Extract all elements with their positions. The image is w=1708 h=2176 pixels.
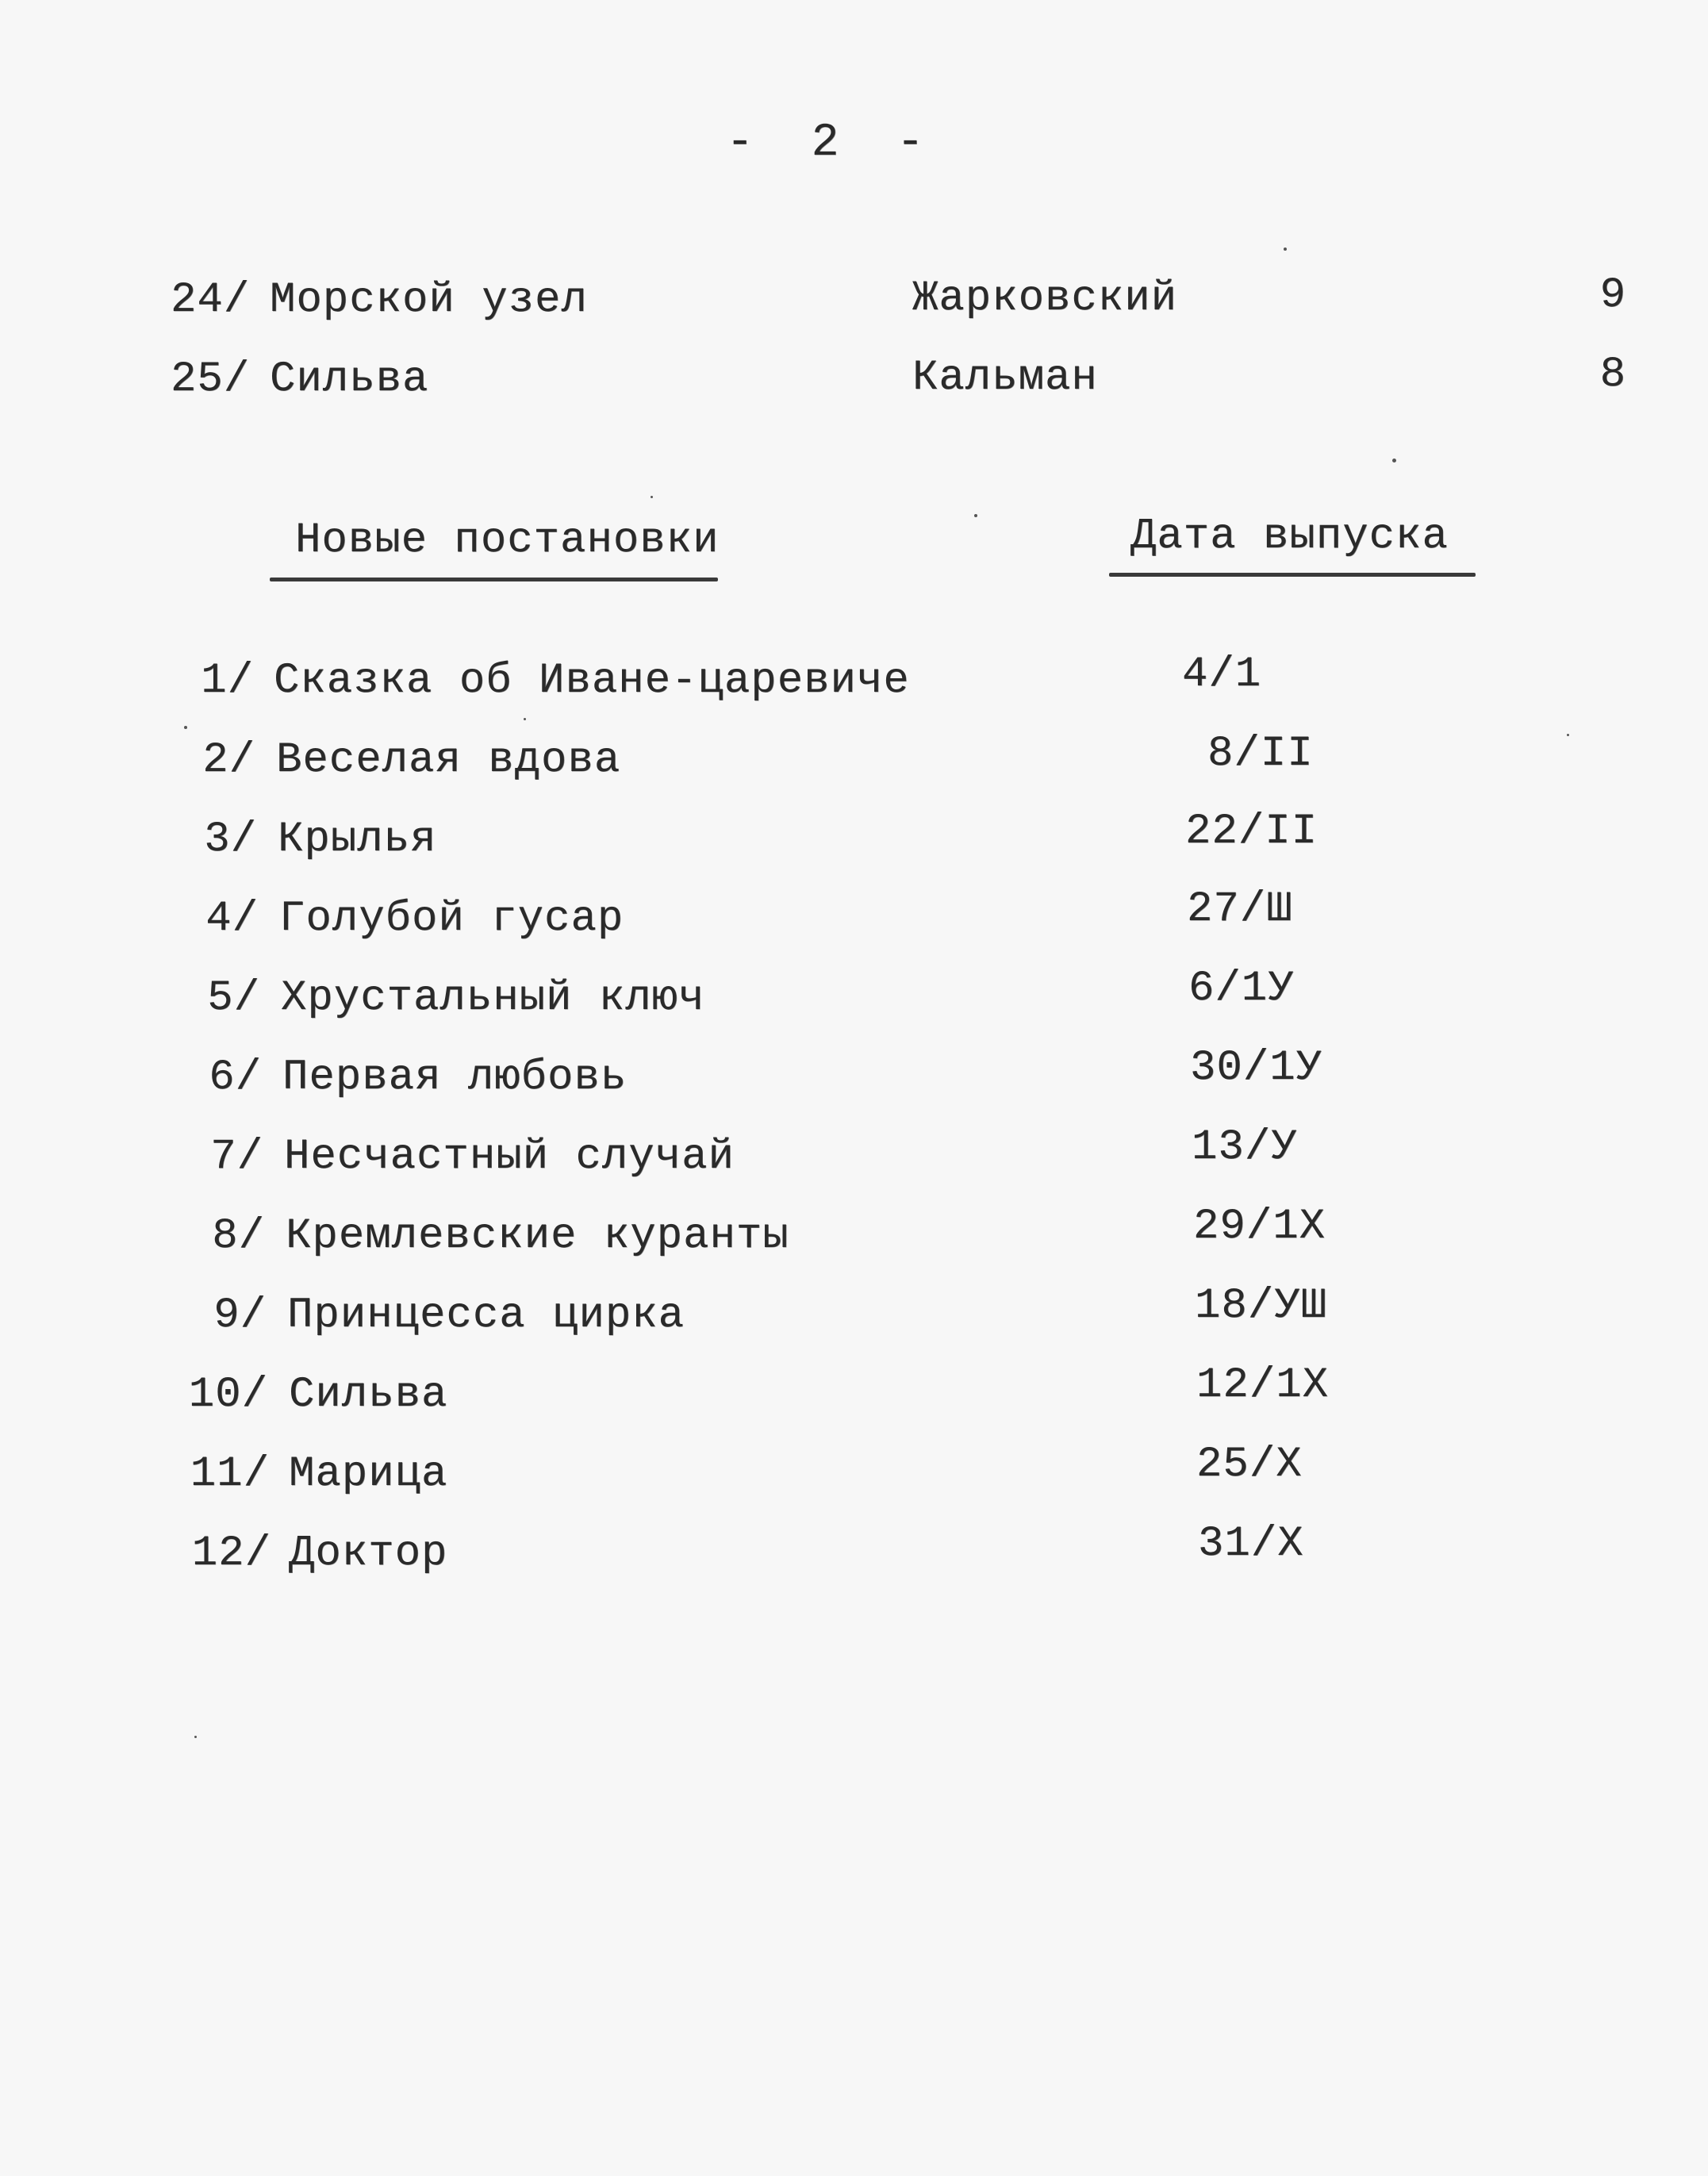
page-number-right-dash: -	[896, 117, 924, 169]
list-item-title: Морской узел	[270, 276, 588, 324]
list-item-number: 3/	[204, 816, 257, 864]
list-item-number: 9/	[213, 1291, 267, 1340]
list-item-number: 1/	[201, 657, 254, 705]
list-item-date: 6/1У	[1188, 965, 1295, 1013]
list-item-date: 22/II	[1185, 808, 1318, 856]
list-item-number: 2/	[202, 736, 255, 785]
list-item-title: Крылья	[278, 816, 437, 864]
list-item-author: Жарковский	[912, 274, 1178, 323]
list-item-title: Принцесса цирка	[287, 1291, 685, 1340]
list-item-title: Сильва	[289, 1371, 448, 1419]
list-item-title: Кремлевские куранты	[286, 1212, 789, 1261]
list-item-title: Сказка об Иване-царевиче	[274, 657, 910, 705]
list-item-number: 7/	[210, 1133, 263, 1181]
list-item-title: Голубой гусар	[279, 895, 624, 943]
list-item-title: Веселая вдова	[276, 736, 621, 785]
list-item-number: 4/	[205, 895, 259, 943]
list-item-number: 12/	[191, 1529, 271, 1578]
list-item-author: Кальман	[912, 354, 1098, 402]
scan-speck	[1392, 459, 1396, 462]
list-item-number: 5/	[207, 974, 260, 1023]
list-item-title: Первая любовь	[282, 1053, 628, 1102]
list-item-date: 8/II	[1207, 730, 1314, 778]
page-number	[698, 117, 952, 169]
page-number-value: 2	[811, 117, 839, 169]
list-item-number: 10/	[188, 1371, 268, 1419]
list-item-number: 11/	[190, 1450, 270, 1499]
list-item-date: 18/УШ	[1195, 1282, 1328, 1330]
list-item-count: 8	[1599, 351, 1626, 399]
list-item-date: 29/1Х	[1193, 1203, 1326, 1251]
list-item-date: 4/1	[1182, 650, 1262, 699]
scan-speck	[1284, 248, 1287, 251]
scan-speck	[184, 726, 187, 729]
list-item-date: 27/Ш	[1187, 885, 1293, 934]
list-item-date: 31/Х	[1198, 1520, 1304, 1568]
page-number-left-dash: -	[726, 117, 754, 169]
list-item-date: 30/1У	[1190, 1044, 1323, 1092]
scan-speck	[651, 496, 653, 498]
list-item-date: 13/У	[1192, 1123, 1298, 1172]
list-item-title: Несчастный случай	[284, 1133, 735, 1181]
list-item-date: 25/Х	[1196, 1441, 1303, 1489]
list-item-title: Сильва	[270, 355, 429, 404]
list-item-number: 6/	[209, 1053, 262, 1102]
scan-speck	[194, 1736, 197, 1738]
scan-speck	[974, 514, 977, 517]
list-item-number: 8/	[212, 1212, 265, 1261]
list-item-count: 9	[1599, 271, 1626, 320]
heading-new-productions-underline	[270, 578, 718, 581]
list-item-title: Марица	[289, 1450, 448, 1499]
list-item-number: 25/	[171, 355, 251, 404]
heading-release-date: Дата выпуска	[1130, 512, 1449, 561]
list-item-date: 12/1Х	[1196, 1361, 1330, 1410]
heading-release-date-underline	[1109, 573, 1476, 577]
scan-speck	[1567, 734, 1569, 736]
list-item-title: Доктор	[289, 1529, 448, 1578]
list-item-title: Хрустальный ключ	[281, 974, 705, 1023]
heading-new-productions: Новые постановки	[295, 516, 720, 565]
scan-speck	[524, 718, 526, 720]
list-item-number: 24/	[171, 276, 251, 324]
